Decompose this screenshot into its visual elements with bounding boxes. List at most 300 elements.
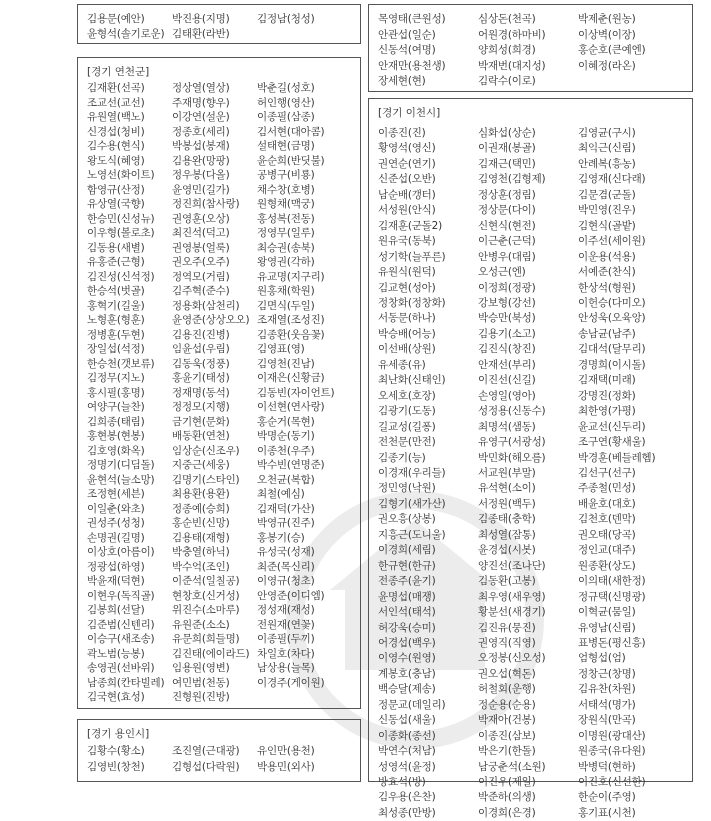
member-name: 이경희(은경) — [478, 806, 536, 819]
member-name: 이헌승(다미오) — [578, 296, 646, 309]
member-name: 박민화(해오름) — [478, 451, 546, 464]
member-name: 권오주(오주) — [172, 256, 230, 268]
member-name: 권성주(성청) — [87, 517, 145, 529]
name-list-top-left — [77, 4, 361, 44]
member-name: 박봉섭(봉재) — [172, 140, 230, 152]
member-name: 이진호(신선한) — [578, 776, 646, 789]
member-name: 이종진(진) — [378, 127, 426, 139]
member-name: 정성재(재성) — [257, 604, 315, 616]
member-name: 이영규(청초) — [257, 575, 315, 587]
member-name: 백승달(제송) — [378, 683, 436, 696]
member-name: 정재명(동석) — [172, 386, 230, 399]
member-name: 김대석(달무리) — [578, 343, 646, 356]
member-name: 방효석(방) — [378, 776, 426, 789]
member-name: 차일호(차다) — [257, 647, 315, 660]
member-name: 김국현(효성) — [87, 691, 145, 703]
member-name: 김재훈(군돌2) — [378, 219, 442, 232]
member-name: 권영직(직영) — [478, 636, 536, 649]
member-name: 윤경섭(시봇) — [478, 544, 536, 557]
member-name: 오성근(엔) — [478, 266, 526, 279]
member-name: 허인행(영산) — [257, 96, 315, 109]
member-name: 김문겸(군돌) — [578, 188, 636, 201]
member-name: 조정현(세븐) — [87, 488, 145, 500]
member-name: 조구연(황새울) — [578, 436, 646, 449]
member-name: 이우형(볼로초) — [87, 227, 155, 239]
member-name: 김동환(고봉) — [478, 575, 536, 588]
member-name: 심상돈(천곡) — [478, 13, 536, 25]
member-name: 심화섭(상순) — [478, 127, 536, 139]
member-name: 김천호(덴막) — [578, 513, 636, 526]
member-name: 오정봉(신오성) — [478, 652, 546, 665]
member-name: 주재명(향우) — [172, 96, 230, 109]
member-name: 한순이(주영) — [578, 791, 636, 804]
member-name: 이선배(상원) — [378, 343, 436, 356]
member-name: 유원준(소소) — [172, 618, 230, 631]
member-name: 엄형섭(엄) — [578, 652, 626, 665]
member-name: 권연순(연기) — [378, 157, 436, 170]
member-name: 안성욱(오육앙) — [578, 312, 646, 325]
member-name: 김용완(망팡) — [172, 154, 230, 167]
member-name: 정순용(순용) — [478, 698, 536, 711]
member-name: 장세현(현) — [378, 75, 426, 87]
member-name: 안영준(이디엠) — [257, 589, 325, 602]
member-name: 이운용(석용) — [578, 250, 636, 263]
member-name: 최한영(가평) — [578, 405, 636, 418]
member-name: 정정모(지행) — [172, 401, 230, 413]
member-name: 최철(예심) — [257, 488, 305, 500]
member-name: 어경섭(백우) — [378, 636, 436, 649]
member-name: 금기현(문화) — [172, 415, 230, 428]
member-name: 성기학(늘푸른) — [378, 250, 446, 263]
name-grid — [87, 743, 354, 775]
member-name: 허철회(운행) — [478, 683, 536, 696]
member-name: 정창근(창명) — [578, 667, 636, 680]
member-name: 박수억(조인) — [172, 560, 230, 573]
member-name: 홍기표(시천) — [578, 806, 636, 819]
member-name: 김명기(스타인) — [172, 473, 240, 486]
member-name: 정민영(낙원) — [378, 482, 436, 495]
member-name: 서동문(하나) — [378, 312, 436, 325]
member-name: 이상호(아름이) — [87, 546, 155, 558]
member-name: 유인만(용천) — [257, 745, 315, 757]
member-name: 김광기(도동) — [378, 405, 436, 418]
member-name: 유원열(백노) — [87, 111, 145, 123]
member-name: 양진선(조나단) — [478, 559, 546, 572]
member-name: 김태환(라반) — [172, 27, 230, 40]
member-name: 박병덕(현하) — [578, 760, 636, 773]
member-name: 남궁춘석(소원) — [478, 760, 546, 773]
member-name: 계봉호(충남) — [378, 667, 436, 680]
member-name: 홍순빈(신망) — [172, 517, 230, 529]
member-name: 박승만(북성) — [478, 312, 536, 325]
member-name: 유홍준(근형) — [87, 256, 145, 268]
member-name: 박용민(외사) — [257, 761, 315, 773]
member-name: 김재택(미래) — [578, 374, 636, 387]
member-name: 어원경(하마비) — [478, 28, 546, 41]
member-name: 이종천(우주) — [257, 444, 315, 457]
member-name: 김봉희(선달) — [87, 604, 145, 616]
member-name: 이경재(우리들) — [378, 466, 446, 479]
member-name: 김영천(김형제) — [478, 173, 546, 186]
member-name: 최진석(덕고) — [172, 227, 230, 239]
member-name: 배윤호(대호) — [578, 497, 636, 510]
member-name: 윤명섭(매쟁) — [378, 590, 436, 603]
member-name: 채수창(호병) — [257, 183, 315, 196]
member-name: 신동섭(새울) — [378, 714, 436, 727]
member-name: 원유국(동북) — [378, 235, 436, 248]
member-name: 홍윤기(태성) — [172, 372, 230, 384]
name-grid — [378, 126, 686, 821]
member-name: 이종필(두끼) — [257, 633, 315, 645]
member-name: 최성종(만방) — [378, 806, 436, 819]
member-name: 양희성(희경) — [478, 44, 536, 56]
member-name: 김형섭(다락원) — [172, 761, 240, 773]
name-grid — [87, 81, 354, 705]
member-name: 주종철(민성) — [578, 482, 636, 495]
member-name: 유성국(성재) — [257, 546, 315, 558]
member-name: 이경주(게이원) — [257, 676, 325, 689]
member-name: 서태석(명가) — [578, 698, 636, 711]
member-name: 김재덕(가산) — [257, 502, 315, 515]
member-name: 윤영준(상상오오) — [172, 314, 250, 326]
member-name: 전천문(만전) — [378, 436, 436, 449]
member-name: 박춘길(성호) — [257, 82, 315, 94]
member-name: 박재아(건봉) — [478, 714, 536, 727]
member-name: 윤형석(솔기로운) — [87, 27, 165, 40]
member-name: 유교명(지구리) — [257, 270, 325, 283]
member-name: 오천균(복합) — [257, 473, 315, 486]
member-name: 홍순호(큰예엔) — [578, 44, 646, 56]
member-name: 목영태(큰원성) — [378, 13, 446, 25]
section-yeoncheon — [77, 57, 361, 709]
member-name: 정우봉(다올) — [172, 169, 230, 181]
member-name: 홍시필(홍명) — [87, 386, 145, 399]
member-name: 이승구(새조송) — [87, 633, 155, 645]
member-name: 지흥근(도니울) — [378, 528, 446, 541]
member-name: 정진희(참사랑) — [172, 198, 240, 210]
member-name: 김현식(골밭) — [578, 219, 636, 232]
member-name: 노영선(화이트) — [87, 169, 155, 181]
member-name: 원종국(유다원) — [578, 745, 646, 758]
member-name: 김종기(능) — [378, 451, 426, 464]
member-name: 이종필(삼종) — [257, 111, 315, 123]
member-name: 김동용(새별) — [87, 241, 145, 254]
member-name: 왕도식(혜영) — [87, 154, 145, 167]
member-name: 김동욱(정풍) — [172, 357, 230, 370]
member-name: 정명기(디딤돌) — [87, 459, 155, 471]
member-name: 이명원(광대산) — [578, 729, 646, 742]
member-name: 진형원(진방) — [172, 691, 230, 703]
member-name: 강명진(정화) — [578, 389, 636, 402]
member-name: 공병구(비룡) — [257, 169, 315, 181]
member-name: 강보형(강선) — [478, 296, 536, 309]
member-name: 임상순(신조우) — [172, 444, 240, 457]
member-name: 김호영(화옥) — [87, 444, 145, 457]
member-name: 김주혁(준수) — [172, 285, 230, 297]
member-name: 정광섭(하영) — [87, 560, 145, 573]
member-name: 김영천(진남) — [257, 357, 315, 370]
member-name: 전종주(윤기) — [378, 575, 436, 588]
member-name: 김종태(충학) — [478, 513, 536, 526]
member-name: 홍혁기(길울) — [87, 299, 145, 312]
member-name: 조교선(교선) — [87, 96, 145, 109]
member-name: 정문교(데일리) — [378, 698, 446, 711]
member-name: 장일섭(석정) — [87, 343, 145, 355]
member-name: 박진용(지명) — [172, 13, 230, 25]
member-name: 황분선(새경기) — [478, 606, 546, 619]
member-name: 장원식(만곡) — [578, 714, 636, 727]
member-name: 성영석(윤정) — [378, 760, 436, 773]
member-name: 유원식(원덕) — [378, 266, 436, 279]
member-name: 유세종(유) — [378, 358, 426, 371]
member-name: 권영봉(얼룩) — [172, 241, 230, 254]
member-name: 오세호(호장) — [378, 389, 436, 402]
member-name: 권영훈(오상) — [172, 212, 230, 225]
member-name: 서교원(부말) — [478, 466, 536, 479]
member-name: 박윤재(덕현) — [87, 575, 145, 587]
member-name: 서정원(백두) — [478, 497, 536, 510]
name-grid — [87, 12, 354, 41]
member-name: 원형채(맥궁) — [257, 198, 315, 210]
member-name: 임용원(영변) — [172, 662, 230, 674]
member-name: 박준하(의생) — [478, 791, 536, 804]
member-name: 김용진(진병) — [172, 328, 230, 341]
member-name: 김선구(선구) — [578, 466, 636, 479]
member-name: 최난화(신태인) — [378, 374, 446, 387]
member-name: 안병우(대림) — [478, 250, 536, 263]
member-name: 전원재(연꽃) — [257, 618, 315, 631]
member-name: 김동빈(자이언트) — [257, 386, 335, 399]
member-name: 유영구(서광성) — [478, 436, 546, 449]
member-name: 정병훈(두현) — [87, 328, 145, 341]
name-list-top-right — [368, 4, 693, 92]
member-name: 홍순거(목현) — [257, 415, 315, 428]
member-name: 권오태(당곡) — [578, 528, 636, 541]
member-name: 지중근(세웅) — [172, 459, 230, 471]
member-name: 김종환(웃음꽃) — [257, 328, 325, 341]
member-name: 서예준(찬식) — [578, 266, 636, 279]
member-name: 원홍채(학원) — [257, 285, 315, 297]
member-name: 한승천(갯보류) — [87, 357, 155, 370]
member-name: 정종예(승희) — [172, 502, 230, 515]
member-name: 홍현봉(현봉) — [87, 430, 145, 442]
member-name: 유영남(신림) — [578, 621, 636, 634]
member-name: 최성열(잠통) — [478, 528, 536, 541]
member-name: 노형훈(형훈) — [87, 314, 145, 326]
member-name: 이재은(신황금) — [257, 372, 325, 384]
member-name: 경명희(이시돌) — [578, 358, 646, 371]
member-name: 안재만(용천생) — [378, 59, 446, 72]
member-name: 유석현(소이) — [478, 482, 536, 495]
member-name: 김정무(지노) — [87, 372, 145, 384]
member-name: 남순배(갱터) — [378, 188, 436, 201]
member-name: 정역모(거림) — [172, 270, 230, 283]
member-name: 이혜정(라온) — [578, 59, 636, 72]
member-name: 이영수(원영) — [378, 652, 436, 665]
member-name: 한승민(신성뉴) — [87, 212, 155, 225]
member-name: 김정남(청성) — [257, 13, 315, 25]
member-name: 김유찬(차원) — [578, 683, 636, 696]
member-name: 김용기(소고) — [478, 327, 536, 340]
member-name: 이정희(정광) — [478, 281, 536, 294]
member-name: 김영표(영) — [257, 343, 305, 355]
member-name: 임윤섭(우림) — [172, 343, 230, 355]
member-name: 윤현석(늘소망) — [87, 473, 155, 486]
member-name: 이혁균(뭄일) — [578, 606, 636, 619]
member-name: 김우용(은찬) — [378, 791, 436, 804]
member-name: 한승석(벗골) — [87, 285, 145, 297]
member-name: 신동석(여명) — [378, 44, 436, 56]
member-name: 정상문(다이) — [478, 204, 536, 217]
member-name: 이종진(삼보) — [478, 729, 536, 742]
member-name: 이경희(세림) — [378, 544, 436, 557]
member-name: 정상훈(정림) — [478, 188, 536, 201]
member-name: 박연수(처남) — [378, 745, 436, 758]
member-name: 김재근(택민) — [478, 157, 536, 170]
member-name: 송남균(남주) — [578, 327, 636, 340]
member-name: 최우영(새우영) — [478, 590, 546, 603]
member-name: 이주선(세이원) — [578, 235, 646, 248]
member-name: 박명순(동기) — [257, 430, 315, 442]
member-name: 한규현(한규) — [378, 559, 436, 572]
member-name: 유문희(희들명) — [172, 633, 240, 645]
member-name: 홍성복(전동) — [257, 212, 315, 225]
member-name: 배동환(연천) — [172, 430, 230, 442]
member-name: 김진식(창진) — [478, 343, 536, 356]
member-name: 김진유(뭉진) — [478, 621, 536, 634]
member-name: 현창호(신거성) — [172, 589, 240, 602]
member-name: 안재선(부리) — [478, 358, 536, 371]
member-name: 권오흥(상봉) — [378, 513, 436, 526]
member-name: 김희종(태림) — [87, 415, 145, 428]
member-name: 위진수(소마루) — [172, 604, 240, 616]
member-name: 정규택(신명광) — [578, 590, 646, 603]
member-name: 박은기(한돌) — [478, 745, 536, 758]
member-name: 박민영(진우) — [578, 204, 636, 217]
member-name: 박충열(하닉) — [172, 546, 230, 558]
member-name: 이일춘(와초) — [87, 502, 145, 515]
member-name: 원종환(상도) — [578, 559, 636, 572]
member-name: 정상열(열상) — [172, 82, 230, 94]
member-name: 최준(목신리) — [257, 560, 315, 573]
section-header: [경기 이천시] — [378, 107, 441, 119]
member-name: 신준섭(오반) — [378, 173, 436, 186]
member-name: 설태현(금명) — [257, 140, 315, 152]
member-name: 이준석(일칠공) — [172, 575, 240, 587]
member-name: 김진성(신석정) — [87, 270, 155, 283]
member-name: 이현우(독직골) — [87, 589, 155, 602]
member-name: 남종희(칸타빌레) — [87, 676, 165, 689]
member-name: 조재열(조성진) — [257, 314, 325, 326]
member-name: 서인석(태석) — [378, 606, 436, 619]
section-icheon — [368, 98, 693, 819]
member-name: 김진태(에이라드) — [172, 647, 250, 660]
member-name: 김락수(이로) — [478, 75, 536, 87]
member-name: 남상용(늘목) — [257, 662, 315, 674]
member-name: 안례복(흥농) — [578, 157, 636, 170]
section-yongin — [77, 719, 361, 782]
member-name: 최명석(샘동) — [478, 420, 536, 433]
member-name: 성정용(신동수) — [478, 405, 546, 418]
member-name: 정영무(일루) — [257, 227, 315, 239]
member-name: 권오섭(혁돈) — [478, 667, 536, 680]
member-name: 김준범(신텐리) — [87, 618, 155, 631]
member-name: 이근춘(근덕) — [478, 235, 536, 248]
member-name: 이종화(종선) — [378, 729, 436, 742]
member-name: 정용화(삼천리) — [172, 299, 240, 312]
name-grid — [378, 12, 686, 90]
member-name: 김형기(새가산) — [378, 497, 446, 510]
member-name: 박수빈(연명준) — [257, 459, 325, 471]
member-name: 손영일(영아) — [478, 389, 536, 402]
member-name: 신경섭(청비) — [87, 125, 145, 138]
member-name: 여양구(늘찬) — [87, 401, 145, 413]
member-name: 정종호(세리) — [172, 125, 230, 138]
member-name: 김영재(신다래) — [578, 173, 646, 186]
member-name: 함영규(산정) — [87, 183, 145, 196]
member-name: 신현식(현전) — [478, 219, 536, 232]
member-name: 김면식(두일) — [257, 299, 315, 312]
member-name: 윤교선(신두리) — [578, 420, 646, 433]
member-name: 왕영권(각하) — [257, 256, 315, 268]
member-name: 정창화(정창화) — [378, 296, 446, 309]
section-header: [경기 연천군] — [87, 66, 150, 78]
member-name: 정인교(대주) — [578, 544, 636, 557]
member-name: 김수용(현식) — [87, 140, 145, 152]
member-name: 이선현(연사랑) — [257, 401, 325, 413]
member-name: 최익근(신림) — [578, 142, 636, 155]
member-name: 윤순희(반딧불) — [257, 154, 325, 167]
member-name: 이강연(설운) — [172, 111, 230, 123]
member-name: 허강욱(승미) — [378, 621, 436, 634]
member-name: 황영석(영신) — [378, 142, 436, 155]
member-name: 여민범(천동) — [172, 676, 230, 689]
member-name: 곽노범(능봉) — [87, 647, 145, 660]
member-name: 김영균(구시) — [578, 127, 636, 139]
member-name: 안관섭(일순) — [378, 28, 436, 41]
member-name: 한상석(형원) — [578, 281, 636, 294]
member-name: 박승배(어능) — [378, 327, 436, 340]
member-name: 길교성(길퐁) — [378, 420, 436, 433]
member-name: 이진선(신길) — [478, 374, 536, 387]
member-name: 서성원(안식) — [378, 204, 436, 217]
member-name: 김용태(재형) — [172, 531, 230, 544]
member-name: 유상열(국향) — [87, 198, 145, 210]
member-name: 손명권(길명) — [87, 531, 145, 544]
member-name: 김황수(황소) — [87, 745, 145, 757]
member-name: 이의태(새한정) — [578, 575, 646, 588]
member-name: 이권재(봉골) — [478, 142, 536, 155]
member-name: 김용문(예안) — [87, 13, 145, 25]
member-name: 윤영민(길가) — [172, 183, 230, 196]
member-name: 최용환(용환) — [172, 488, 230, 500]
member-name: 최승권(송북) — [257, 241, 315, 254]
section-header: [경기 용인시] — [87, 728, 150, 740]
member-name: 표병돈(평신흥) — [578, 636, 646, 649]
member-name: 김재환(선곡) — [87, 82, 145, 94]
member-name: 송영권(선바위) — [87, 662, 155, 674]
member-name: 박영규(진주) — [257, 517, 315, 529]
member-name: 박재번(대지성) — [478, 59, 546, 72]
member-name: 박경훈(베들레헴) — [578, 451, 656, 464]
member-name: 박제춘(원농) — [578, 13, 636, 25]
member-name: 김서현(대아콤) — [257, 125, 325, 138]
member-name: 김영빈(창천) — [87, 761, 145, 773]
member-name: 홍봉기(승) — [257, 531, 305, 544]
member-name: 조진열(근대광) — [172, 745, 240, 757]
member-name: 이상벽(이장) — [578, 28, 636, 41]
member-name: 이진우(제일) — [478, 776, 536, 789]
